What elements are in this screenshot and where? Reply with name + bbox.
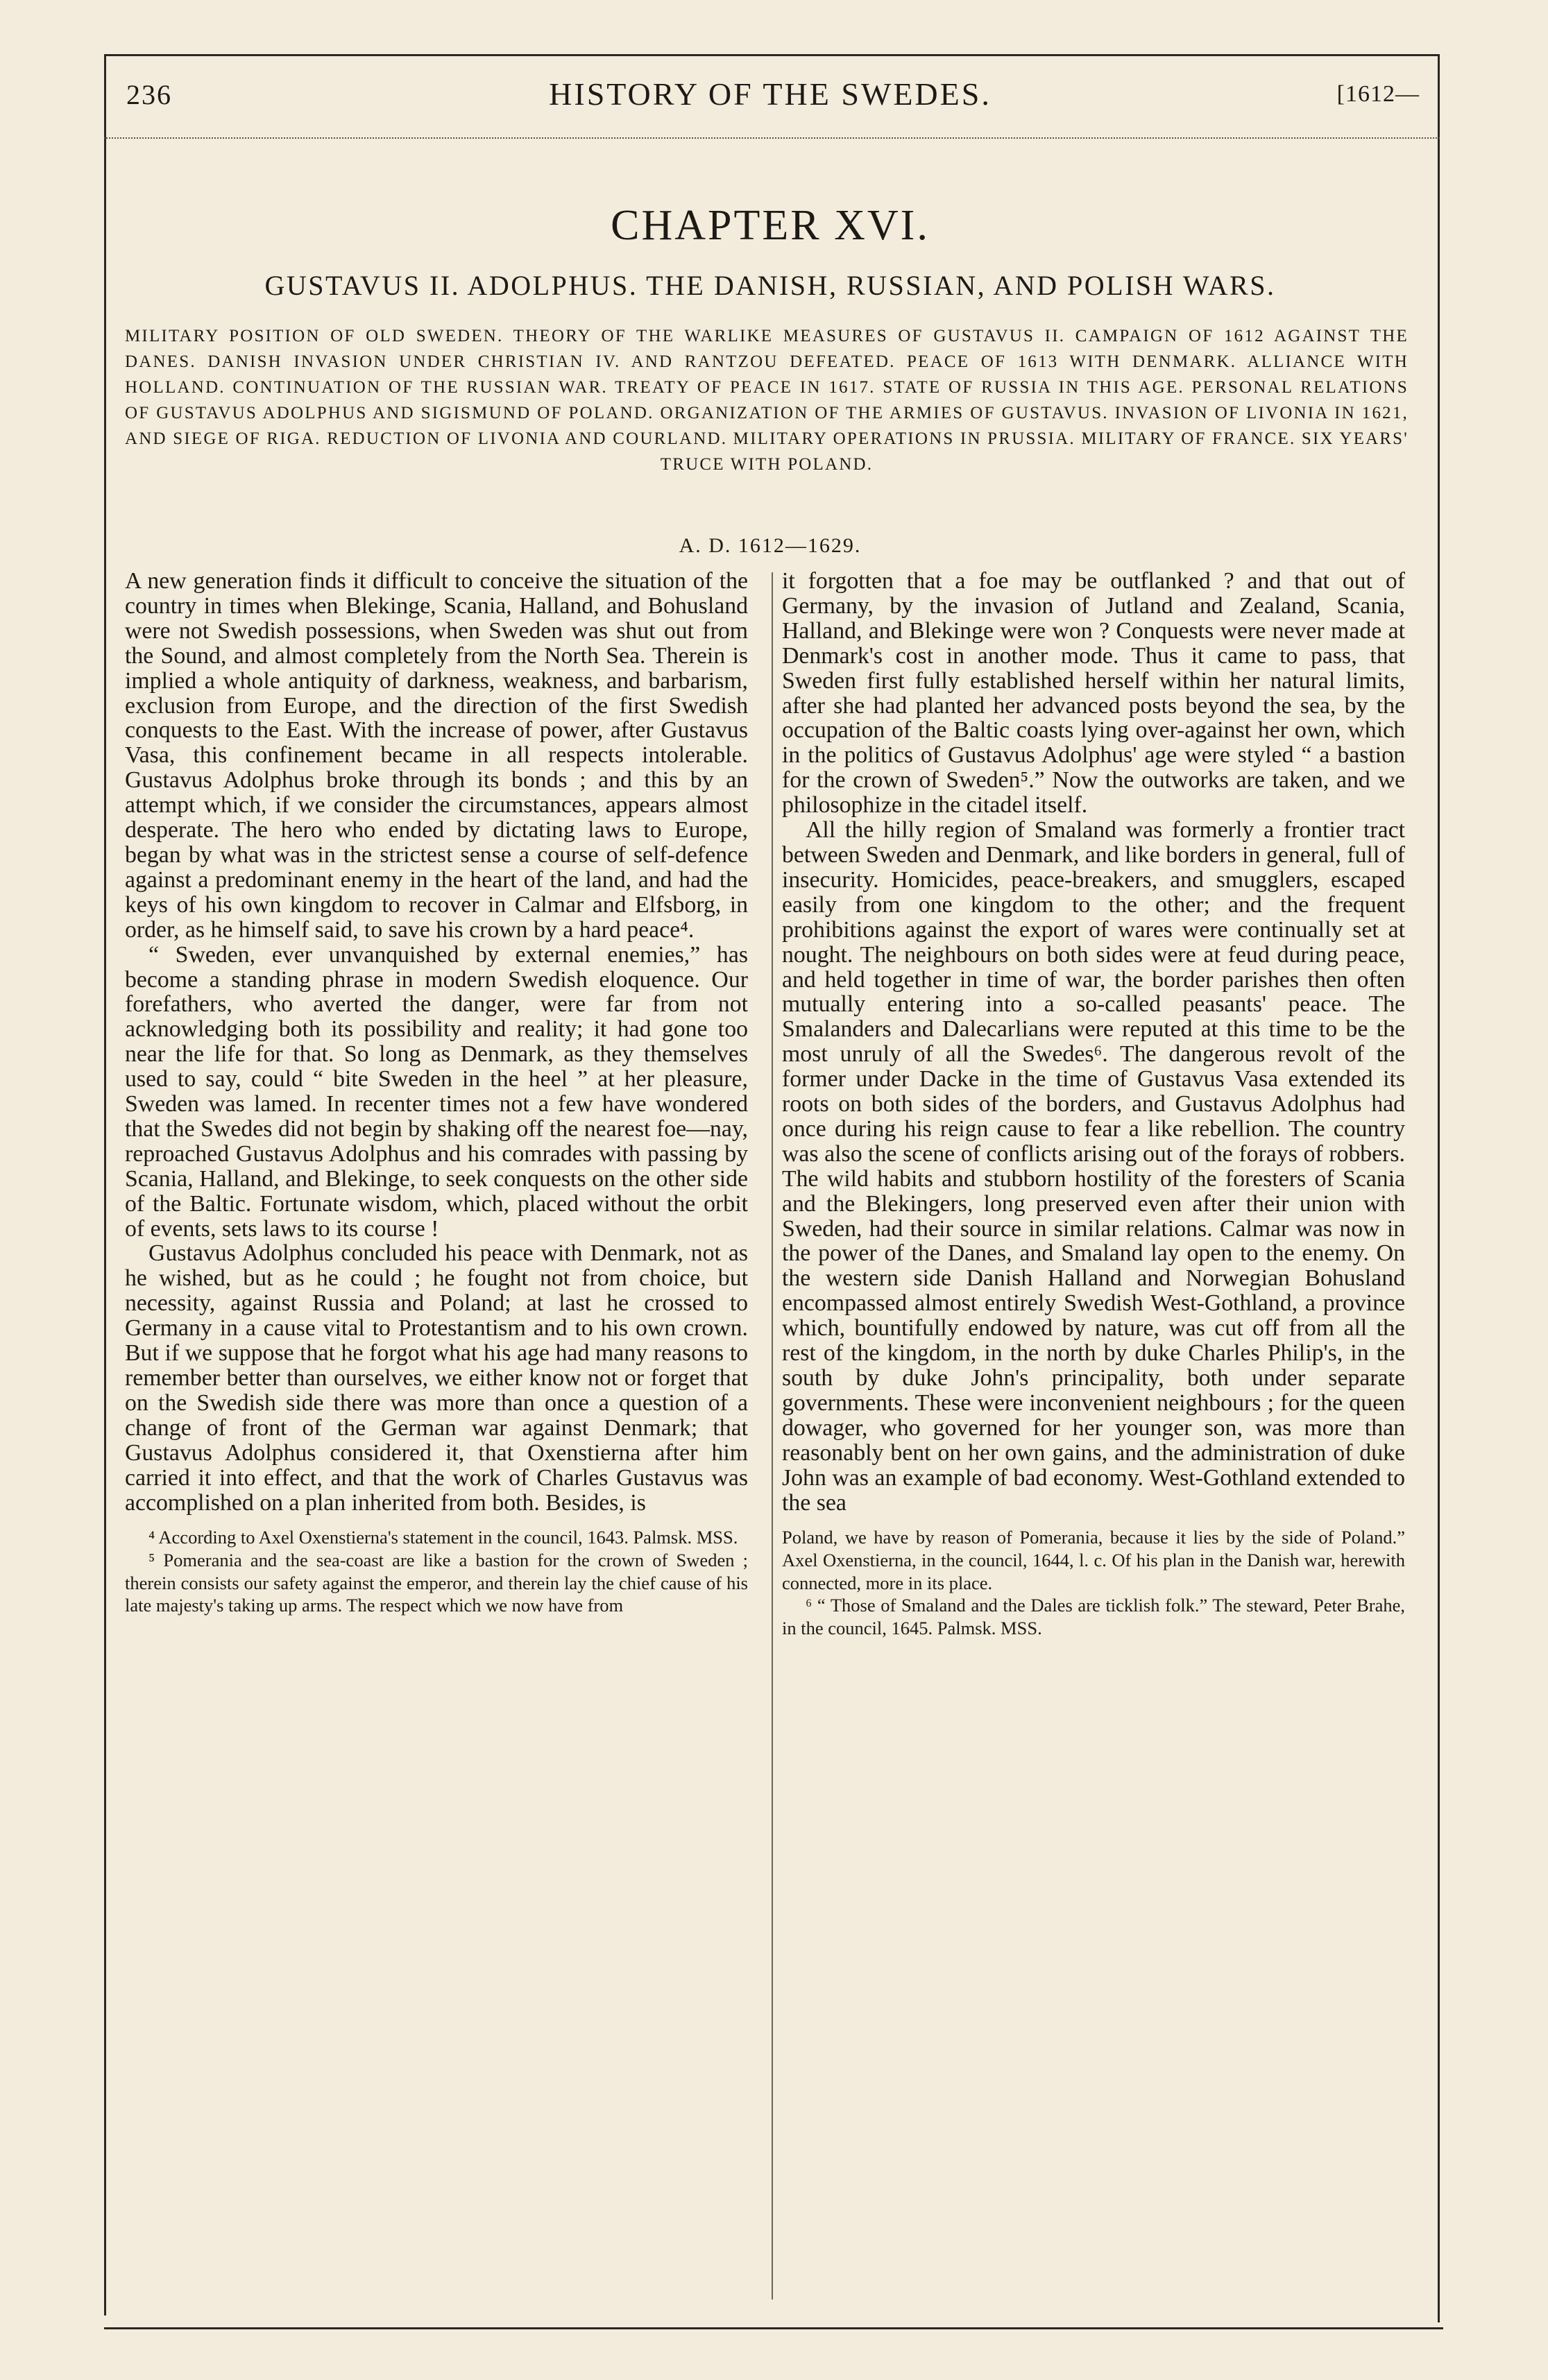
- paragraph: A new generation finds it difficult to conceive the situation of the country in times when Blekinge, Scania, Halland, and Bohusland were not Swedish possessions, when Sweden was shut out from the Sound, and almost completely from the North Sea. Therein is implied a whole antiquity of darkness, weakness, and barbarism, exclusion from Europe, and the direction of the first Swedish conquests to the East. With the increase of power, after Gustavus Vasa, this confinement became in all respects intolerable. Gustavus Adolphus broke through its bonds ; and this by an attempt which, if we consider the circumstances, appears almost desperate. The hero who ended by dictating laws to Europe, began by what was in the strictest sense a course of self-defence against a predominant enemy in the heart of the land, and had the keys of his own kingdom to recover in Calmar and Elfsborg, in order, as he himself said, to save his crown by a hard peace⁴.: [125, 568, 748, 943]
- chapter-title: CHAPTER XVI.: [611, 202, 930, 249]
- top-border: [104, 54, 1440, 56]
- page-number: 236: [126, 79, 172, 110]
- footnote: ⁴ According to Axel Oxenstierna's statement in the council, 1643. Palmsk. MSS.: [148, 1527, 738, 1548]
- left-column: [125, 569, 748, 1617]
- right-border: [1438, 54, 1440, 2322]
- paragraph: it forgotten that a foe may be outflanked ? and that out of Germany, by the invasion of Jutland and Zealand, Scania, Halland, and Blekinge were won ? Conquests were never made at Denmark's cost in another mode. Thus it came to pass, that Sweden first fully established herself within her natural limits, after she had planted her advanced posts beyond the sea, by the occupation of the Baltic coasts lying over-against her own, which in the politics of Gustavus Adolphus' age were styled “ a bastion for the crown of Sweden⁵.” Now the outworks are taken, and we philosophize in the citadel itself.: [782, 568, 1405, 819]
- running-date: [1612—: [1336, 81, 1420, 107]
- footnote-separator: [125, 1515, 748, 1526]
- date-range: A. D. 1612—1629.: [679, 534, 862, 557]
- paragraph: All the hilly region of Smaland was formerly a frontier tract between Sweden and Denmark, and like borders in general, full of insecurity. Homicides, peace-breakers, and smugglers, escaped easily from one kingdom to the other; and the frequent prohibitions against the export of wares were continually set at nought. The neighbours on both sides were at feud during peace, and held together in time of war, the border parishes then often mutually entering into a so-called peasants' peace. The Smalanders and Dalecarlians were reputed at this time to be the most unruly of all the Swedes⁶. The dangerous revolt of the former under Dacke in the time of Gustavus Vasa extended its roots on both sides of the borders, and Gustavus Adolphus had once during his reign cause to fear a like rebellion. The country was also the scene of conflicts arising out of the forays of robbers. The wild habits and stubborn hostility of the foresters of Scania and the Blekingers, long preserved even after their union with Sweden, had their source in similar relations. Calmar was now in the power of the Danes, and Smaland lay open to the enemy. On the western side Danish Halland and Norwegian Bohusland encompassed almost entirely Swedish West-Gothland, a province which, bountifully endowed by nature, was cut off from all the rest of the kingdom, in the north by duke Charles Philip's, in the south by duke John's principality, both under separate governments. These were inconvenient neighbours ; for the queen dowager, who governed for her younger son, was more than reasonably bent on her own gains, and the administration of duke John was an example of bad economy. West-Gothland extended to the sea: [782, 817, 1405, 1516]
- header-dotted-rule: [104, 137, 1440, 139]
- left-border: [104, 54, 106, 2315]
- chapter-summary: MILITARY POSITION OF OLD SWEDEN. THEORY OF THE WARLIKE MEASURES OF GUSTAVUS II. CAMPAIGN OF 1612 AGAINST THE DANES. DANISH INVASION UNDER CHRISTIAN IV. AND RANTZOU DEFEATED. PEACE OF 1613 WITH DENMARK. ALLIANCE WITH HOLLAND. CONTINUATION OF THE RUSSIAN WAR. TREATY OF PEACE IN 1617. STATE OF RUSSIA IN THIS AGE. PERSONAL RELATIONS OF GUSTAVUS ADOLPHUS AND SIGISMUND OF POLAND. ORGANIZATION OF THE ARMIES OF GUSTAVUS. INVASION OF LIVONIA IN 1621, AND SIEGE OF RIGA. REDUCTION OF LIVONIA AND COURLAND. MILITARY OPERATIONS IN PRUSSIA. MILITARY OF FRANCE. SIX YEARS' TRUCE WITH POLAND.: [125, 327, 1409, 474]
- footnote: ⁶ “ Those of Smaland and the Dales are ticklish folk.” The steward, Peter Brahe, in the council, 1645. Palmsk. MSS.: [782, 1595, 1405, 1638]
- footnote: Poland, we have by reason of Pomerania, because it lies by the side of Poland.” Axel Oxenstierna, in the council, 1644, l. c. Of his plan in the Danish war, herewith connected, more in its place.: [782, 1527, 1405, 1593]
- running-header: [111, 73, 1429, 121]
- footnote: ⁵ Pomerania and the sea-coast are like a bastion for the crown of Sweden ; therein consists our safety against the emperor, and therein lay the chief cause of his late majesty's taking up arms. The respect which we now have from: [125, 1550, 748, 1616]
- paragraph: Gustavus Adolphus concluded his peace with Denmark, not as he wished, but as he could ; he fought not from choice, but necessity, against Russia and Poland; at last he crossed to Germany in a cause vital to Protestantism and to his own crown. But if we suppose that he forgot what his age had many reasons to remember better than ourselves, we either know not or forget that on the Swedish side there was more than once a question of a change of front of the German war against Denmark; that Gustavus Adolphus considered it, that Oxenstierna after him carried it into effect, and that the work of Charles Gustavus was accomplished on a plan inherited from both. Besides, is: [125, 1240, 748, 1516]
- footnote-separator: [782, 1515, 1405, 1526]
- right-column: [782, 569, 1405, 1639]
- paragraph: “ Sweden, ever unvanquished by external enemies,” has become a standing phrase in modern Swedish eloquence. Our forefathers, who averted the danger, were far from not acknowledging both its possibility and reality; it had gone too near the life for that. So long as Denmark, as they themselves used to say, could “ bite Sweden in the heel ” at her pleasure, Sweden was lamed. In recenter times not a few have wondered that the Swedes did not begin by shaking off the nearest foe—nay, reproached Gustavus Adolphus and his comrades with passing by Scania, Halland, and Blekinge, to seek conquests on the other side of the Baltic. Fortunate wisdom, which, placed without the orbit of events, sets laws to its course !: [125, 941, 748, 1242]
- bottom-border: [104, 2327, 1443, 2329]
- chapter-subtitle: GUSTAVUS II. ADOLPHUS. THE DANISH, RUSSIAN, AND POLISH WARS.: [264, 270, 1276, 301]
- running-title: HISTORY OF THE SWEDES.: [549, 76, 992, 112]
- column-divider: [772, 572, 773, 2300]
